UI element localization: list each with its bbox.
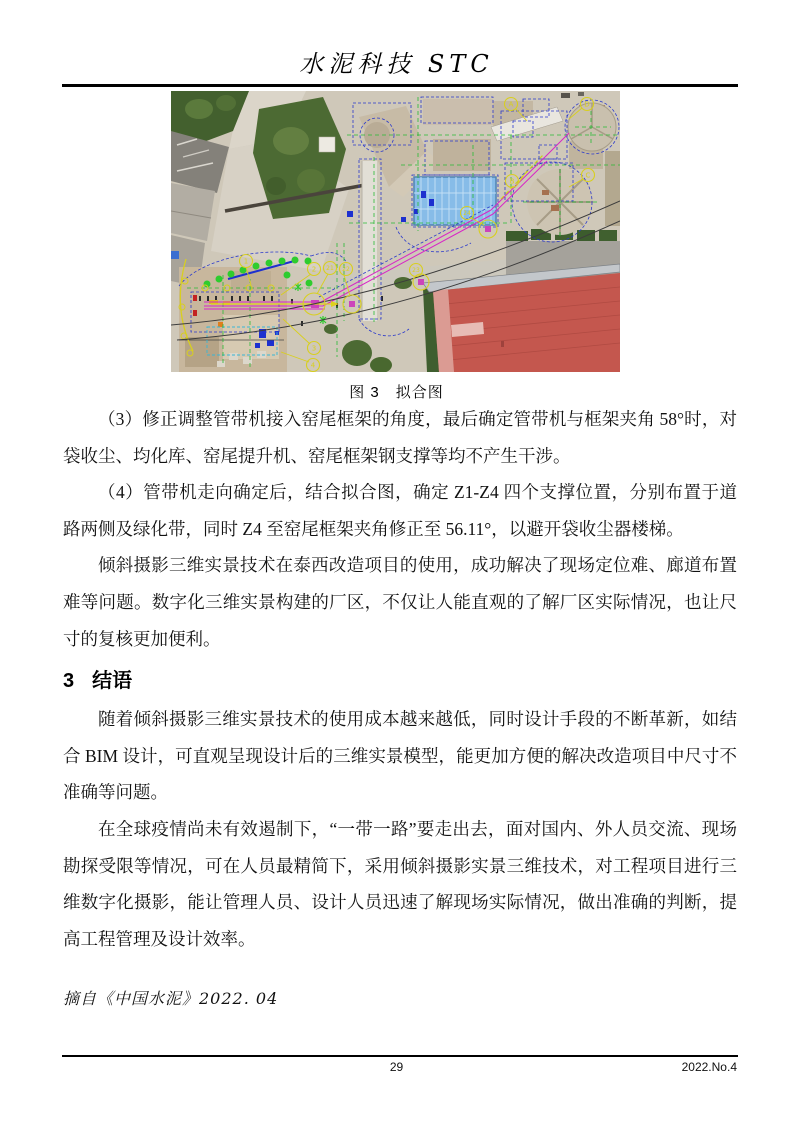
paragraph-step4: （4）管带机走向确定后，结合拟合图，确定 Z1-Z4 四个支撑位置，分别布置于道路两侧及绿化带，同时 Z4 至窑尾框架夹角修正至 56.11°，以避开袋收尘器楼梯。	[63, 482, 737, 539]
figure-label-23: 23	[412, 267, 420, 275]
figure-label-24: 24	[463, 210, 471, 218]
header-rule	[62, 84, 738, 87]
figure-label-c: C	[585, 171, 591, 180]
figure-label-d: D	[584, 100, 590, 109]
footer-rule	[62, 1055, 738, 1057]
journal-header-title: 水泥科技 STC	[299, 50, 494, 78]
article-body	[63, 401, 737, 1018]
paragraph-summary: 倾斜摄影三维实景技术在泰西改造项目的使用，成功解决了现场定位难、廊道布置难等问题。数字化三维实景构建的厂区，不仅让人能直观的了解厂区实际情况，也让尺寸的复核更加便利。	[63, 555, 737, 649]
aerial-cad-overlay-image	[171, 91, 620, 372]
figure-label-2: 2	[311, 265, 317, 274]
figure-label-22: 22	[342, 266, 350, 274]
figure-caption: 图 3 拟合图	[349, 384, 444, 401]
figure-label-4: 4	[310, 361, 316, 370]
figure-label-3: 3	[311, 344, 317, 353]
section-number: 3	[63, 670, 75, 693]
section-heading-conclusion	[63, 666, 737, 696]
figure-label-21: 21	[326, 265, 334, 273]
figure-label-a: A	[508, 100, 514, 109]
figure-aerial-photo	[171, 91, 620, 372]
figure-label-b: B	[509, 177, 515, 186]
paragraph-conclusion-1: 随着倾斜摄影三维实景技术的使用成本越来越低，同时设计手段的不断革新，如结合 BIM 设计，可直观呈现设计后的三维实景模型，能更加方便的解决改造项目中尺寸不准确等问题。	[63, 709, 737, 803]
section-title: 结语	[92, 670, 133, 693]
figure-label-1: 1	[243, 257, 249, 266]
source-attribution: 摘自《中国水泥》2022. 04	[63, 989, 279, 1009]
paragraph-conclusion-2: 在全球疫情尚未有效遏制下，“一带一路”要走出去，面对国内、外人员交流、现场勘探受限等情况，可在人员最精简下，采用倾斜摄影实景三维技术，对工程项目进行三维数字化摄影，能让管理人员、设计人员迅速了解现场实际情况，做出准确的判断，提高工程管理及设计效率。	[63, 818, 737, 949]
paragraph-step3: （3）修正调整管带机接入窑尾框架的角度，最后确定管带机与框架夹角 58°时，对袋收尘、均化库、窑尾提升机、窑尾框架钢支撑等均不产生干涉。	[63, 409, 737, 466]
page-number: 29	[389, 1060, 404, 1074]
issue-number: 2022.No.4	[681, 1060, 737, 1074]
